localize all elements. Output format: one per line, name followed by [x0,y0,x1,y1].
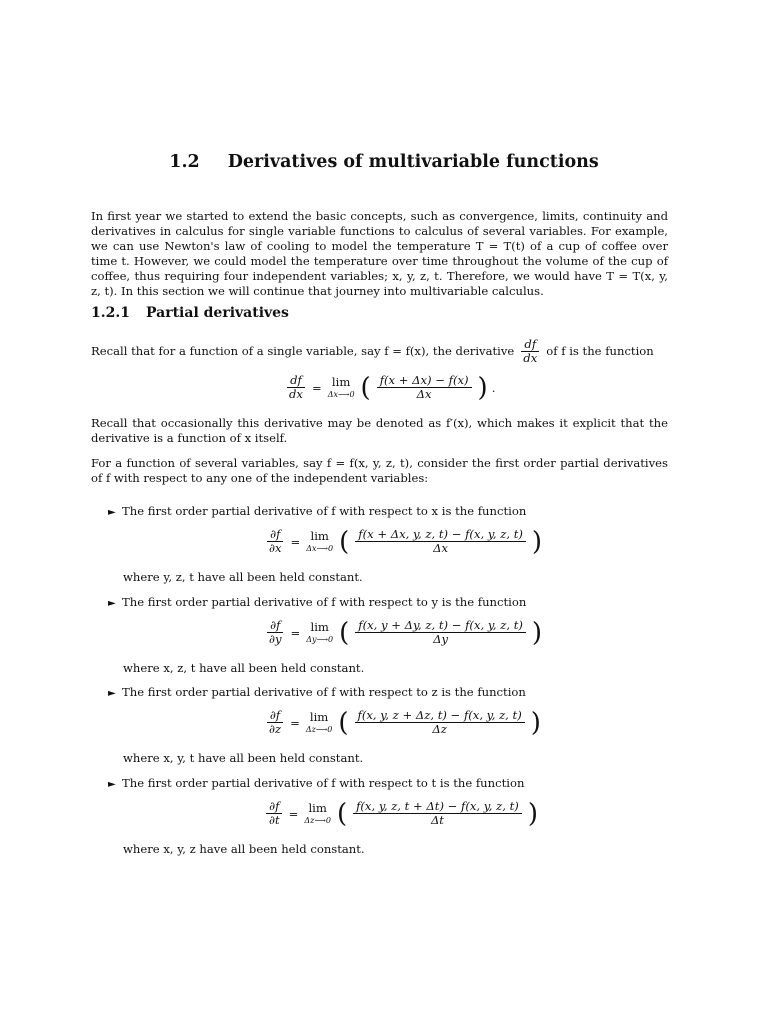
bullet-text: The first order partial derivative of f with respect to t is the function [122,776,525,790]
eq-rhs-fraction [355,709,525,737]
eq-limit [306,622,333,644]
bullet-marker: ► [108,598,116,609]
df-numerator: df [521,338,539,352]
eq-lim-word: lim [309,710,329,725]
eq-rhs-fraction [377,374,472,402]
bullet-marker: ► [108,507,116,518]
bullet-text: The first order partial derivative of f with respect to z is the function [122,685,526,699]
eq-rhs-num: f(x, y, z, t + Δt) − f(x, y, z, t) [353,800,522,814]
recall-derivative-line [91,338,668,366]
several-variables-paragraph: For a function of several variables, say f = f(x, y, z, t), consider the first order partial derivatives of f with respect to any one of the independent variables: [91,456,668,485]
bullet-item [108,685,526,701]
eq-rhs-fraction [353,800,522,828]
eq-lhs-num: df [287,374,305,388]
subsection-heading [91,305,289,321]
eq-lhs-den: ∂y [269,632,282,647]
eq-rhs-den: Δx [433,541,449,556]
partial-derivative-equation [264,709,541,737]
eq-lim-word: lim [310,529,329,544]
eq-left-paren: ( [339,526,350,557]
recall-post-text: of f is the function [546,344,654,359]
eq-limit [328,377,355,399]
eq-lhs-num: ∂f [267,528,283,542]
eq-lim-word: lim [310,620,329,635]
eq-lim-sub: Δx⟶0 [306,543,334,553]
eq-left-paren: ( [338,707,349,738]
eq-right-paren: ) [531,617,543,648]
subsection-title: Partial derivatives [145,305,289,321]
section-title: Derivatives of multivariable functions [227,152,599,172]
eq-lhs-den: ∂t [269,813,280,828]
eq-equals: = [290,715,300,730]
held-constant-note: where x, y, z have all been held constant. [123,842,365,856]
eq-limit [304,803,331,825]
eq-equals: = [290,625,301,640]
held-constant-note: where x, y, t have all been held constant. [123,751,364,765]
eq-rhs-fraction [355,619,526,647]
eq-lhs-den: ∂x [269,541,282,556]
intro-paragraph: In first year we started to extend the basic concepts, such as convergence, limits, continuity and derivatives in calculus for single variable functions to calculus of several variables. For example, we can use Newton's law of cooling to model the temperature T = T(t) of a cup of coffee over time t. However, we could model the temperature over time throughout the volume of the cup of coffee, thus requiring four independent variables; x, y, z, t. Therefore, we would have T = T(x, y, z, t). In this section we will continue that journey into multivariable calculus. [91,209,668,298]
eq-equals: = [311,380,322,395]
eq-lhs-fraction [286,374,306,402]
eq-equals: = [290,534,301,549]
subsection-number: 1.2.1 [91,305,130,321]
eq-left-paren: ( [360,372,371,403]
eq-right-paren: ) [527,798,538,829]
held-constant-note: where x, z, t have all been held constant. [123,661,365,675]
bullet-item [108,504,526,520]
partial-derivative-equation [264,619,542,647]
eq-lhs-num: ∂f [267,619,283,633]
eq-lim-sub: Δx⟶0 [327,389,355,399]
bullet-marker: ► [108,779,116,790]
eq-rhs-den: Δt [430,813,444,828]
recall-pre-text: Recall that for a function of a single variable, say f = f(x), the derivative [91,344,515,359]
eq-rhs-fraction [355,528,526,556]
eq-rhs-num: f(x, y, z + Δz, t) − f(x, y, z, t) [355,709,525,723]
derivative-definition-equation [284,374,495,402]
eq-lim-sub: Δz⟶0 [304,815,331,825]
eq-lhs-den: dx [289,387,303,402]
eq-rhs-num: f(x + Δx, y, z, t) − f(x, y, z, t) [355,528,526,542]
eq-rhs-den: Δx [416,387,432,402]
eq-lhs-num: ∂f [267,709,283,723]
partial-derivative-equation [264,528,542,556]
eq-right-paren: ) [530,707,541,738]
eq-lhs-den: ∂z [269,722,282,737]
eq-lhs-num: ∂f [266,800,282,814]
eq-lhs-fraction [266,619,285,647]
section-number: 1.2 [169,152,200,172]
eq-lim-word: lim [331,375,351,390]
dx-denominator: dx [523,351,538,366]
eq-rhs-num: f(x + Δx) − f(x) [377,374,472,388]
eq-right-paren: ) [477,372,488,403]
bullet-text: The first order partial derivative of f with respect to x is the function [122,504,527,518]
recall-notation-paragraph: Recall that occasionally this derivative may be denoted as f′(x), which makes it explicit that the derivative is a function of x itself. [91,416,668,445]
eq-limit [306,712,333,734]
eq-rhs-num: f(x, y + Δy, z, t) − f(x, y, z, t) [355,619,526,633]
eq-lhs-fraction [266,800,283,828]
eq-rhs-den: Δy [433,632,449,647]
eq-left-paren: ( [336,798,348,829]
eq-period: . [491,380,496,395]
eq-equals: = [288,806,299,821]
eq-lim-word: lim [308,801,327,816]
bullet-item [108,776,524,792]
df-dx-fraction [520,338,540,366]
eq-right-paren: ) [531,526,543,557]
eq-lim-sub: Δy⟶0 [306,634,334,644]
bullet-marker: ► [108,688,116,699]
bullet-item [108,595,526,611]
eq-lhs-fraction [266,709,284,737]
section-heading [0,152,768,172]
held-constant-note: where y, z, t have all been held constant. [123,570,363,584]
eq-rhs-den: Δz [432,722,447,737]
eq-lhs-fraction [266,528,285,556]
eq-lim-sub: Δz⟶0 [305,724,333,734]
eq-limit [306,531,333,553]
bullet-text: The first order partial derivative of f with respect to y is the function [122,595,527,609]
eq-left-paren: ( [339,617,350,648]
partial-derivative-equation [264,800,538,828]
